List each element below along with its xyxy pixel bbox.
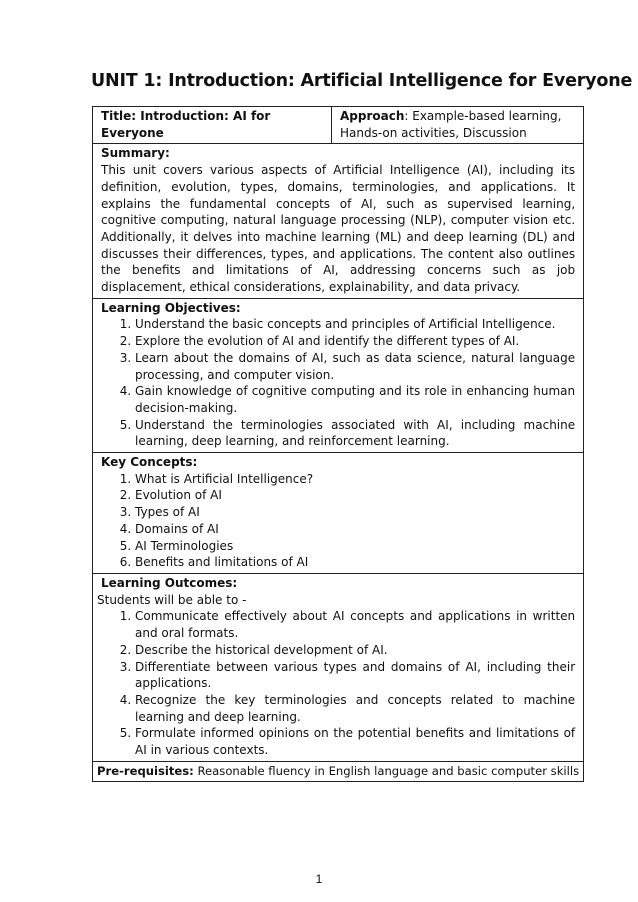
list-item: 4. Recognize the key terminologies and concepts related to machine learning and deep learning. bbox=[135, 692, 575, 725]
concepts-row bbox=[93, 453, 584, 574]
list-item: 4. Gain knowledge of cognitive computing and its role in enhancing human decision-making. bbox=[135, 383, 575, 416]
approach-label: Approach bbox=[340, 109, 405, 123]
summary-text: This unit covers various aspects of Artificial Intelligence (AI), including its definition, evolution, types, domains, terminologies, and applications. It explains the fundamental concepts of AI, such as supervised learning, cognitive computing, natural language processing (NLP), computer vision etc. Additionally, it delves into machine learning (ML) and deep learning (DL) and discusses their differences, types, and applications. The content also outlines the benefits and limitations of AI, addressing concerns such as job displacement, ethical considerations, explainability, and data privacy. bbox=[101, 163, 576, 295]
list-item: 2. Describe the historical development of AI. bbox=[135, 642, 575, 659]
summary-label: Summary: bbox=[101, 146, 170, 161]
outcomes-list bbox=[97, 608, 575, 758]
list-item: 2. Evolution of AI bbox=[135, 487, 575, 504]
list-item: 3. Learn about the domains of AI, such as data science, natural language processing, and computer vision. bbox=[135, 350, 575, 383]
list-item: 6. Benefits and limitations of AI bbox=[135, 554, 575, 571]
prerequisites-text: Reasonable fluency in English language and basic computer skills bbox=[193, 763, 580, 778]
outcomes-cell bbox=[93, 573, 584, 761]
list-item: 1. Understand the basic concepts and principles of Artificial Intelligence. bbox=[135, 316, 575, 333]
prerequisites-row bbox=[93, 761, 584, 782]
title-text: Title: Introduction: AI for Everyone bbox=[101, 109, 271, 140]
objectives-cell bbox=[93, 298, 584, 452]
concepts-cell bbox=[93, 453, 584, 574]
outcomes-row bbox=[93, 573, 584, 761]
list-item: 1. Communicate effectively about AI concepts and applications in written and oral formats. bbox=[135, 608, 575, 641]
list-item: 3. Types of AI bbox=[135, 504, 575, 521]
concepts-list bbox=[101, 471, 575, 571]
list-item: 4. Domains of AI bbox=[135, 521, 575, 538]
list-item: 3. Differentiate between various types and domains of AI, including their applications. bbox=[135, 659, 575, 692]
list-item: 2. Explore the evolution of AI and identify the different types of AI. bbox=[135, 333, 575, 350]
approach-cell bbox=[332, 107, 584, 144]
prerequisites-label: Pre-requisites: bbox=[97, 763, 194, 778]
title-cell bbox=[93, 107, 332, 144]
list-item: 5. AI Terminologies bbox=[135, 538, 575, 555]
unit-table bbox=[92, 106, 584, 782]
objectives-label: Learning Objectives: bbox=[101, 300, 241, 315]
outcomes-label: Learning Outcomes: bbox=[101, 575, 238, 590]
unit-heading: UNIT 1: Introduction: Artificial Intelligence for Everyone bbox=[91, 71, 633, 91]
approach-text: : Example-based learning, Hands-on activities, Discussion bbox=[340, 109, 562, 140]
concepts-label: Key Concepts: bbox=[101, 455, 198, 470]
outcomes-intro: Students will be able to - bbox=[97, 592, 247, 607]
prerequisites-cell bbox=[93, 761, 584, 782]
list-item: 5. Understand the terminologies associated with AI, including machine learning, deep learning, and reinforcement learning. bbox=[135, 417, 575, 450]
page-number: 1 bbox=[315, 872, 323, 886]
objectives-row bbox=[93, 298, 584, 452]
summary-row bbox=[93, 144, 584, 298]
list-item: 5. Formulate informed opinions on the potential benefits and limitations of AI in various contexts. bbox=[135, 725, 575, 758]
list-item: 1. What is Artificial Intelligence? bbox=[135, 471, 575, 488]
summary-cell bbox=[93, 144, 584, 298]
title-row bbox=[93, 107, 584, 144]
objectives-list bbox=[101, 316, 575, 450]
